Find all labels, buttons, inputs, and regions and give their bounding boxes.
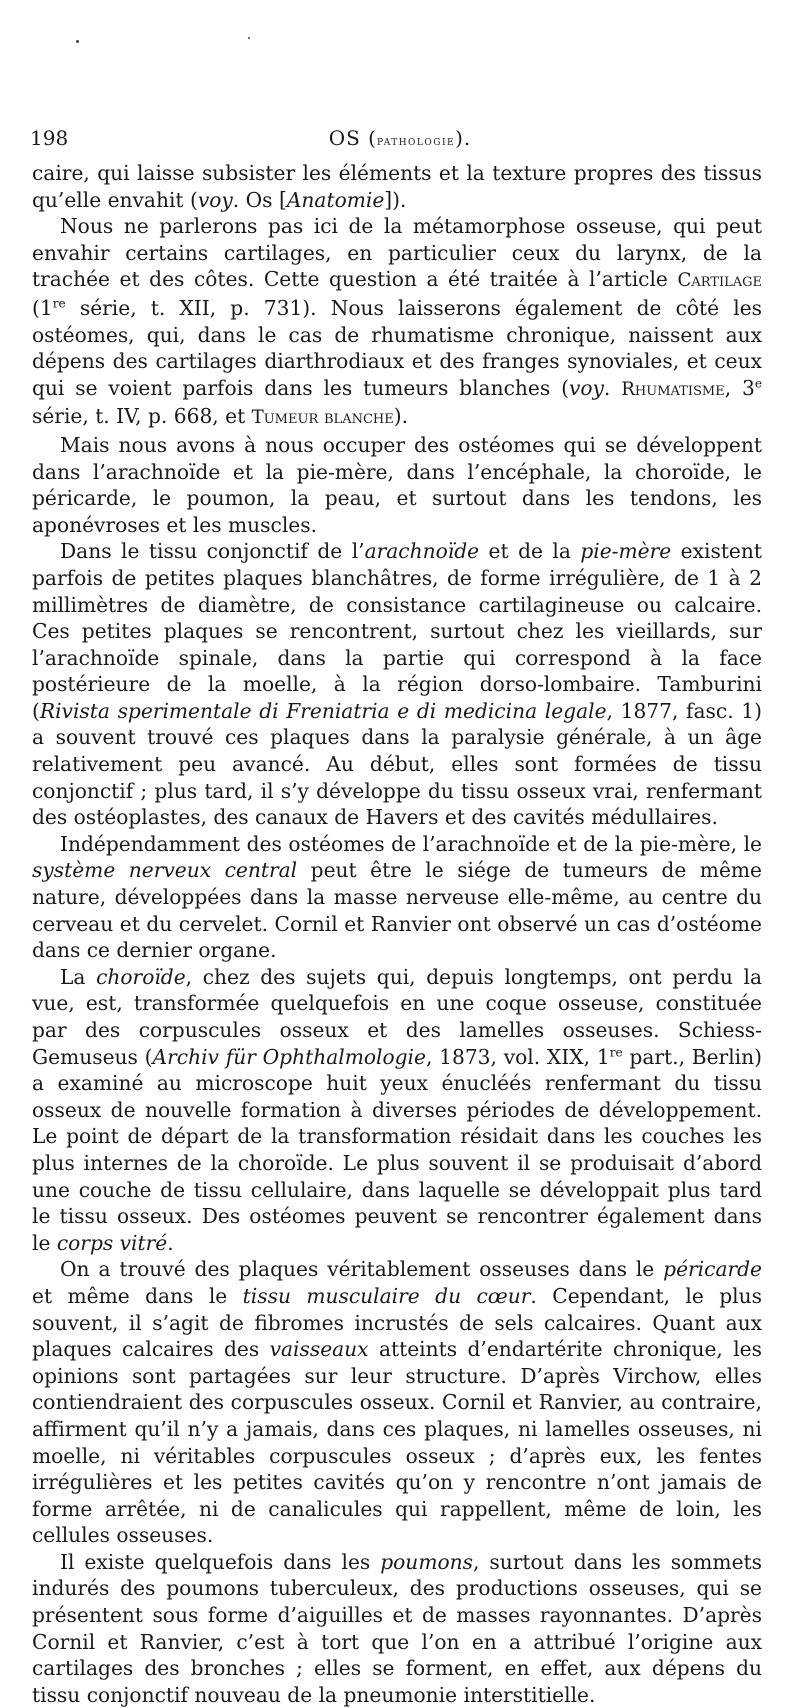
text-run-italic: Archiv für Ophthalmologie — [152, 1044, 426, 1069]
text-run-italic: poumons — [380, 1549, 473, 1574]
text-run-italic: Rivista sperimentale di Freniatria e di medicina legale — [39, 698, 607, 723]
text-run: . — [167, 1230, 174, 1255]
text-run: part., Berlin) a examiné au microscope huit yeux énucléés renfermant du tissu osseux de nouvelle formation à diverses périodes de développement. Le point de départ de la transformation résidait dans les couches les plus internes de la choroïde. Le plus souvent il se produisait d’abord une couche de tissu cellulaire, dans laquelle se développait plus tard le tissu osseux. Des ostéomes peuvent se rencontrer également dans le — [32, 1044, 762, 1255]
paragraph-4 — [32, 538, 762, 831]
text-run: , 1877, fasc. 1) a souvent trouvé ces plaques dans la paralysie générale, à un âge relativement peu avancé. Au début, elles sont formées de tissu conjonctif ; plus tard, il s’y développe du tissu osseux vrai, renfermant des ostéoplastes, des canaux de Havers et des cavités médullaires. — [32, 698, 762, 830]
text-run: atteints d’endartérite chronique, les opinions sont partagées sur leur structure. D’après Virchow, elles contiendraient des corpuscules osseux. Cornil et Ranvier, au contraire, affirment qu’il n’y a jamais, dans ces plaques, ni lamelles osseuses, ni moelle, ni véritables corpuscules osseux ; d’après eux, les fentes irrégulières et les petites cavités qu’on y rencontre n’ont jamais de forme arrêtée, ni de canalicules qui rappellent, même de loin, les cellules osseuses. — [32, 1337, 762, 1548]
text-run: caire, qui laisse subsister les éléments et la texture propres des tissus qu’elle envahit ( — [32, 161, 762, 212]
paragraph-7 — [32, 1256, 762, 1549]
text-run-italic: tissu musculaire du cœur — [242, 1283, 531, 1308]
body-text — [32, 160, 762, 1708]
text-run: (1 — [32, 295, 53, 320]
page-header — [30, 126, 770, 156]
text-run: et de la — [479, 539, 581, 564]
text-run: série, t. IV, p. 668, et — [32, 404, 252, 429]
text-run: On a trouvé des plaques véritablement osseuses dans le — [60, 1257, 664, 1282]
running-head — [30, 126, 770, 150]
text-run-smallcaps: Rhumatisme — [621, 378, 725, 400]
scan-speck — [248, 37, 250, 39]
text-run: ). — [393, 404, 409, 429]
paragraph-1 — [32, 160, 762, 213]
text-run-italic: système nerveux central — [32, 858, 298, 883]
running-head-title: OS ( — [328, 126, 377, 150]
text-run-italic: vaisseaux — [269, 1337, 369, 1362]
paragraph-3 — [32, 432, 762, 538]
text-run: Dans le tissu conjonctif de l’ — [60, 539, 365, 564]
superscript: re — [52, 296, 66, 311]
text-run-italic: corps vitré — [56, 1230, 168, 1255]
text-run: . — [603, 375, 622, 400]
text-run: Nous ne parlerons pas ici de la métamorphose osseuse, qui peut envahir certains cartilages, en particulier ceux du larynx, de la trachée et des côtes. Cette question a été traitée à l’article — [32, 214, 762, 292]
text-run: , 1873, vol. XIX, 1 — [425, 1044, 610, 1069]
text-run-italic: voy — [568, 375, 604, 400]
running-head-end: ). — [455, 126, 472, 150]
text-run-smallcaps: Cartilage — [677, 270, 762, 292]
text-run: série, t. XII, p. 731). Nous laisserons également de côté les ostéomes, qui, dans le cas de rhumatisme chronique, naissent aux dépens des cartilages diarthrodiaux et des franges synoviales, et ceux qui se voient parfois dans les tumeurs blanches ( — [32, 295, 762, 400]
text-run-smallcaps: Tumeur blanche — [251, 407, 394, 429]
page-number: 198 — [30, 126, 69, 150]
paragraph-8 — [32, 1549, 762, 1708]
scan-speck — [76, 40, 79, 43]
paragraph-5 — [32, 831, 762, 964]
paragraph-6 — [32, 964, 762, 1257]
text-run: . Os [ — [232, 187, 287, 212]
text-run: Il existe quelquefois dans les — [60, 1549, 381, 1574]
superscript: re — [609, 1044, 623, 1059]
text-run: et même dans le — [32, 1283, 243, 1308]
text-run: La — [60, 964, 97, 989]
text-run: Indépendamment des ostéomes de l’arachnoïde et de la pie-mère, le — [60, 831, 762, 856]
running-head-subtitle: pathologie — [376, 134, 456, 149]
text-run-italic: choroïde — [96, 964, 186, 989]
text-run-italic: péricarde — [663, 1257, 762, 1282]
paragraph-2 — [32, 213, 762, 432]
text-run-italic: pie-mère — [580, 539, 672, 564]
text-run-italic: voy — [197, 187, 233, 212]
text-run: , 3 — [724, 375, 755, 400]
text-run: existent parfois de petites plaques blanchâtres, de forme irrégulière, de 1 à 2 millimètres de diamètre, de consistance cartilagineuse ou calcaire. Ces petites plaques se rencontrent, surtout chez les vieillards, sur l’arachnoïde spinale, dans la partie qui correspond à la face postérieure de la moelle, à la région dorso-lombaire. Tamburini ( — [32, 539, 762, 723]
text-run: Mais nous avons à nous occuper des ostéomes qui se développent dans l’arachnoïde et la pie-mère, dans l’encéphale, la choroïde, le péricarde, le poumon, la peau, et surtout dans les tendons, les aponévroses et les muscles. — [32, 432, 762, 537]
text-run-italic: Anatomie — [286, 187, 385, 212]
text-run: ]). — [384, 187, 407, 212]
text-run: peut être le siége de tumeurs de même nature, développées dans la masse nerveuse elle-même, au centre du cerveau et du cervelet. Cornil et Ranvier ont observé un cas d’ostéome dans ce dernier organe. — [32, 858, 762, 963]
text-run: . Cependant, le plus souvent, il s’agit de fibromes incrustés de sels calcaires. Quant aux plaques calcaires des — [32, 1283, 762, 1362]
text-run-italic: arachnoïde — [364, 539, 480, 564]
text-run: , surtout dans les sommets indurés des poumons tuberculeux, des productions osseuses, qui se présentent sous forme d’aiguilles et de masses rayonnantes. D’après Cornil et Ranvier, c’est à tort que l’on en a attribué l’origine aux cartilages des bronches ; elles se forment, en effet, aux dépens du tissu conjonctif nouveau de la pneumonie interstitielle. — [32, 1549, 762, 1707]
text-run: , chez des sujets qui, depuis longtemps, ont perdu la vue, est, transformée quelquefois en une coque osseuse, constituée par des corpuscules osseux et des lamelles osseuses. Schiess-Gemuseus ( — [32, 964, 762, 1069]
superscript: e — [754, 376, 763, 391]
